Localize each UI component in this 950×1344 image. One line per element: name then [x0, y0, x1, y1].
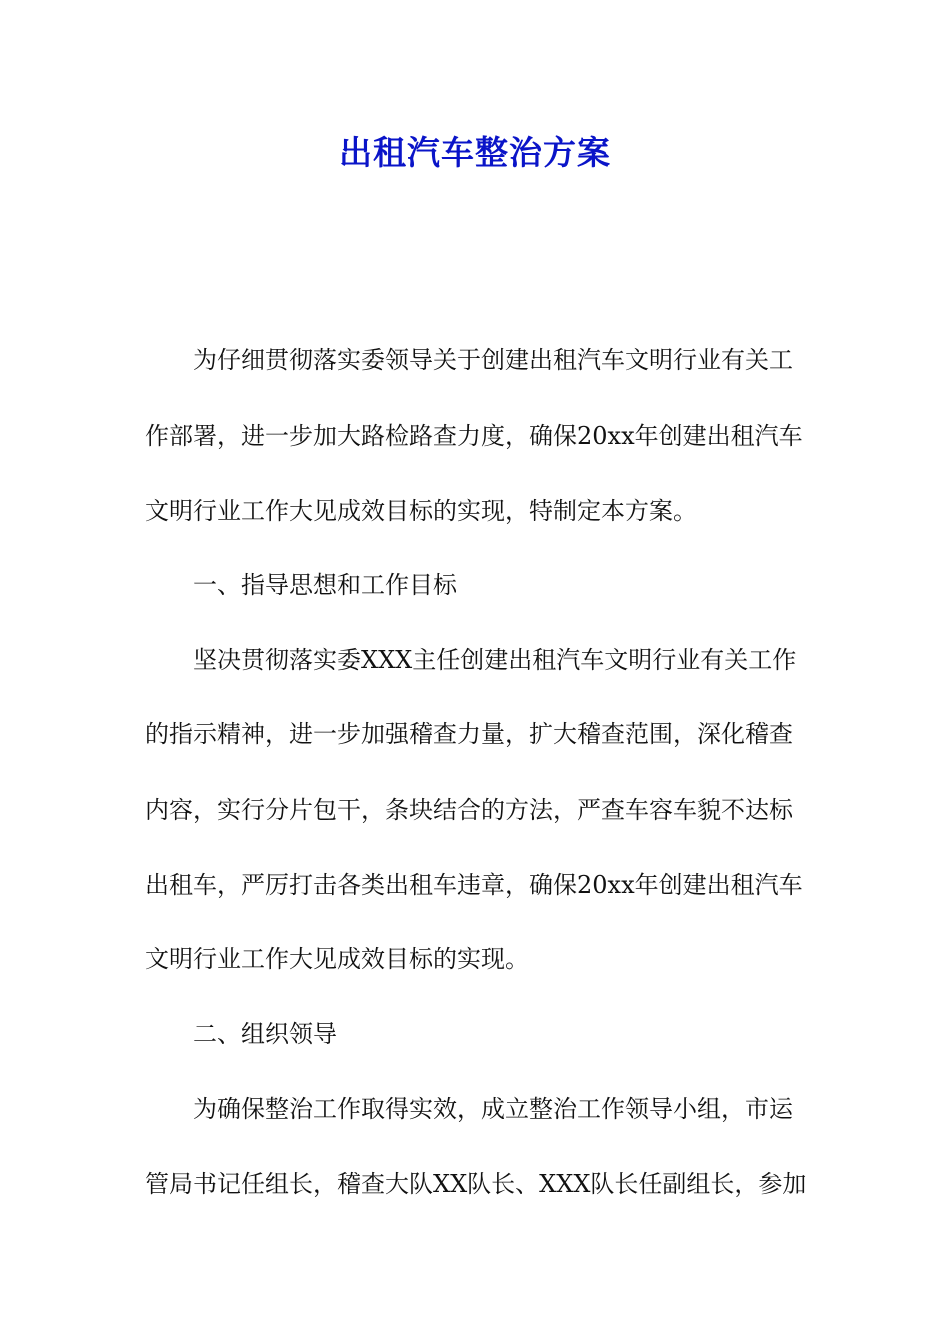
paragraph-line: 文明行业工作大见成效目标的实现，特制定本方案。: [145, 497, 697, 525]
paragraph-line: 的指示精神，进一步加强稽查力量，扩大稽查范围，深化稽查: [145, 720, 793, 748]
paragraph-line: 作部署，进一步加大路检路查力度，确保20xx年创建出租汽车: [145, 422, 803, 450]
paragraph-line: 内容，实行分片包干，条块结合的方法，严查车容车貌不达标: [145, 796, 793, 824]
section-heading: 一、指导思想和工作目标: [193, 571, 457, 599]
document-title: 出租汽车整治方案: [339, 133, 611, 172]
paragraph-line: 为仔细贯彻落实委领导关于创建出租汽车文明行业有关工: [193, 346, 793, 374]
paragraph-line: 文明行业工作大见成效目标的实现。: [145, 945, 529, 973]
section-heading: 二、组织领导: [193, 1020, 337, 1048]
paragraph-line: 坚决贯彻落实委XXX主任创建出租汽车文明行业有关工作: [193, 646, 797, 674]
paragraph-line: 出租车，严厉打击各类出租车违章，确保20xx年创建出租汽车: [145, 871, 803, 899]
paragraph-line: 为确保整治工作取得实效，成立整治工作领导小组，市运: [193, 1095, 793, 1123]
paragraph-line: 管局书记任组长，稽查大队XX队长、XXX队长任副组长，参加: [145, 1170, 807, 1198]
